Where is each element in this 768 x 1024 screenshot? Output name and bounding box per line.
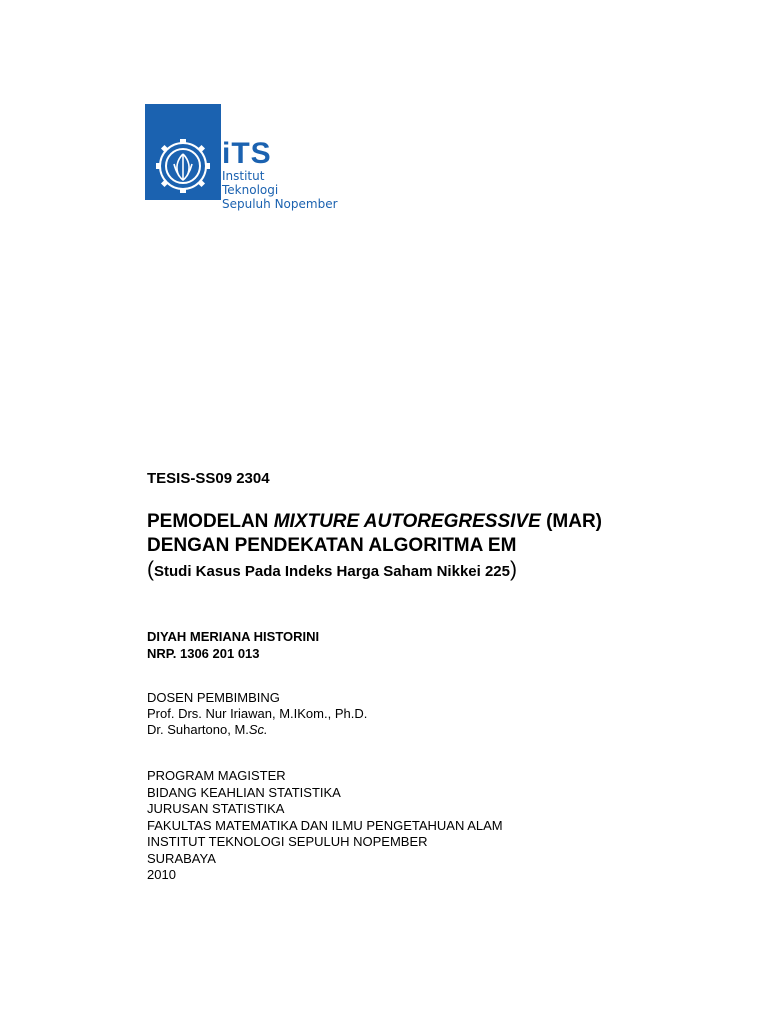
supervisor-2-prefix: Dr. Suhartono, M. (147, 722, 249, 737)
author-nrp: NRP. 1306 201 013 (147, 646, 260, 661)
its-logo-text (222, 137, 338, 211)
subtitle-close-paren: ) (510, 558, 517, 581)
logo-abbreviation: iTS (222, 137, 272, 170)
institution-line: INSTITUT TEKNOLOGI SEPULUH NOPEMBER (147, 834, 428, 849)
supervisor-1: Prof. Drs. Nur Iriawan, M.IKom., Ph.D. (147, 706, 368, 721)
thesis-code: TESIS-SS09 2304 (147, 470, 270, 487)
logo-line-2: Teknologi (222, 183, 279, 197)
supervisor-block (147, 690, 747, 738)
subtitle-text: Studi Kasus Pada Indeks Harga Saham Nikkei 225 (154, 563, 510, 580)
institution-line: JURUSAN STATISTIKA (147, 801, 285, 816)
title-line-1 (147, 510, 747, 534)
supervisor-2 (147, 722, 747, 738)
logo-line-1: Institut (222, 169, 265, 183)
title-part-1: PEMODELAN (147, 511, 274, 532)
supervisor-2-suffix: Sc. (248, 722, 268, 737)
institution-line: BIDANG KEAHLIAN STATISTIKA (147, 784, 341, 800)
cover-content (147, 470, 747, 884)
thesis-title (147, 510, 747, 558)
logo-line-3: Sepuluh Nopember (222, 197, 338, 211)
title-line-2: DENGAN PENDEKATAN ALGORITMA EM (147, 535, 517, 556)
institution-block (147, 768, 747, 884)
its-emblem-icon (145, 104, 221, 200)
institution-line: PROGRAM MAGISTER (147, 768, 286, 783)
institution-line: SURABAYA (147, 850, 216, 866)
institution-line: FAKULTAS MATEMATIKA DAN ILMU PENGETAHUAN ALAM (147, 817, 503, 833)
title-part-2: (MAR) (540, 511, 602, 532)
title-italic: MIXTURE AUTOREGRESSIVE (273, 511, 541, 532)
author-block (147, 628, 747, 662)
thesis-subtitle (147, 558, 747, 584)
institution-year: 2010 (147, 867, 176, 882)
subtitle-open-paren: ( (147, 558, 154, 581)
author-name: DIYAH MERIANA HISTORINI (147, 629, 320, 644)
supervisor-heading: DOSEN PEMBIMBING (147, 690, 280, 705)
its-logo-emblem (145, 104, 221, 200)
